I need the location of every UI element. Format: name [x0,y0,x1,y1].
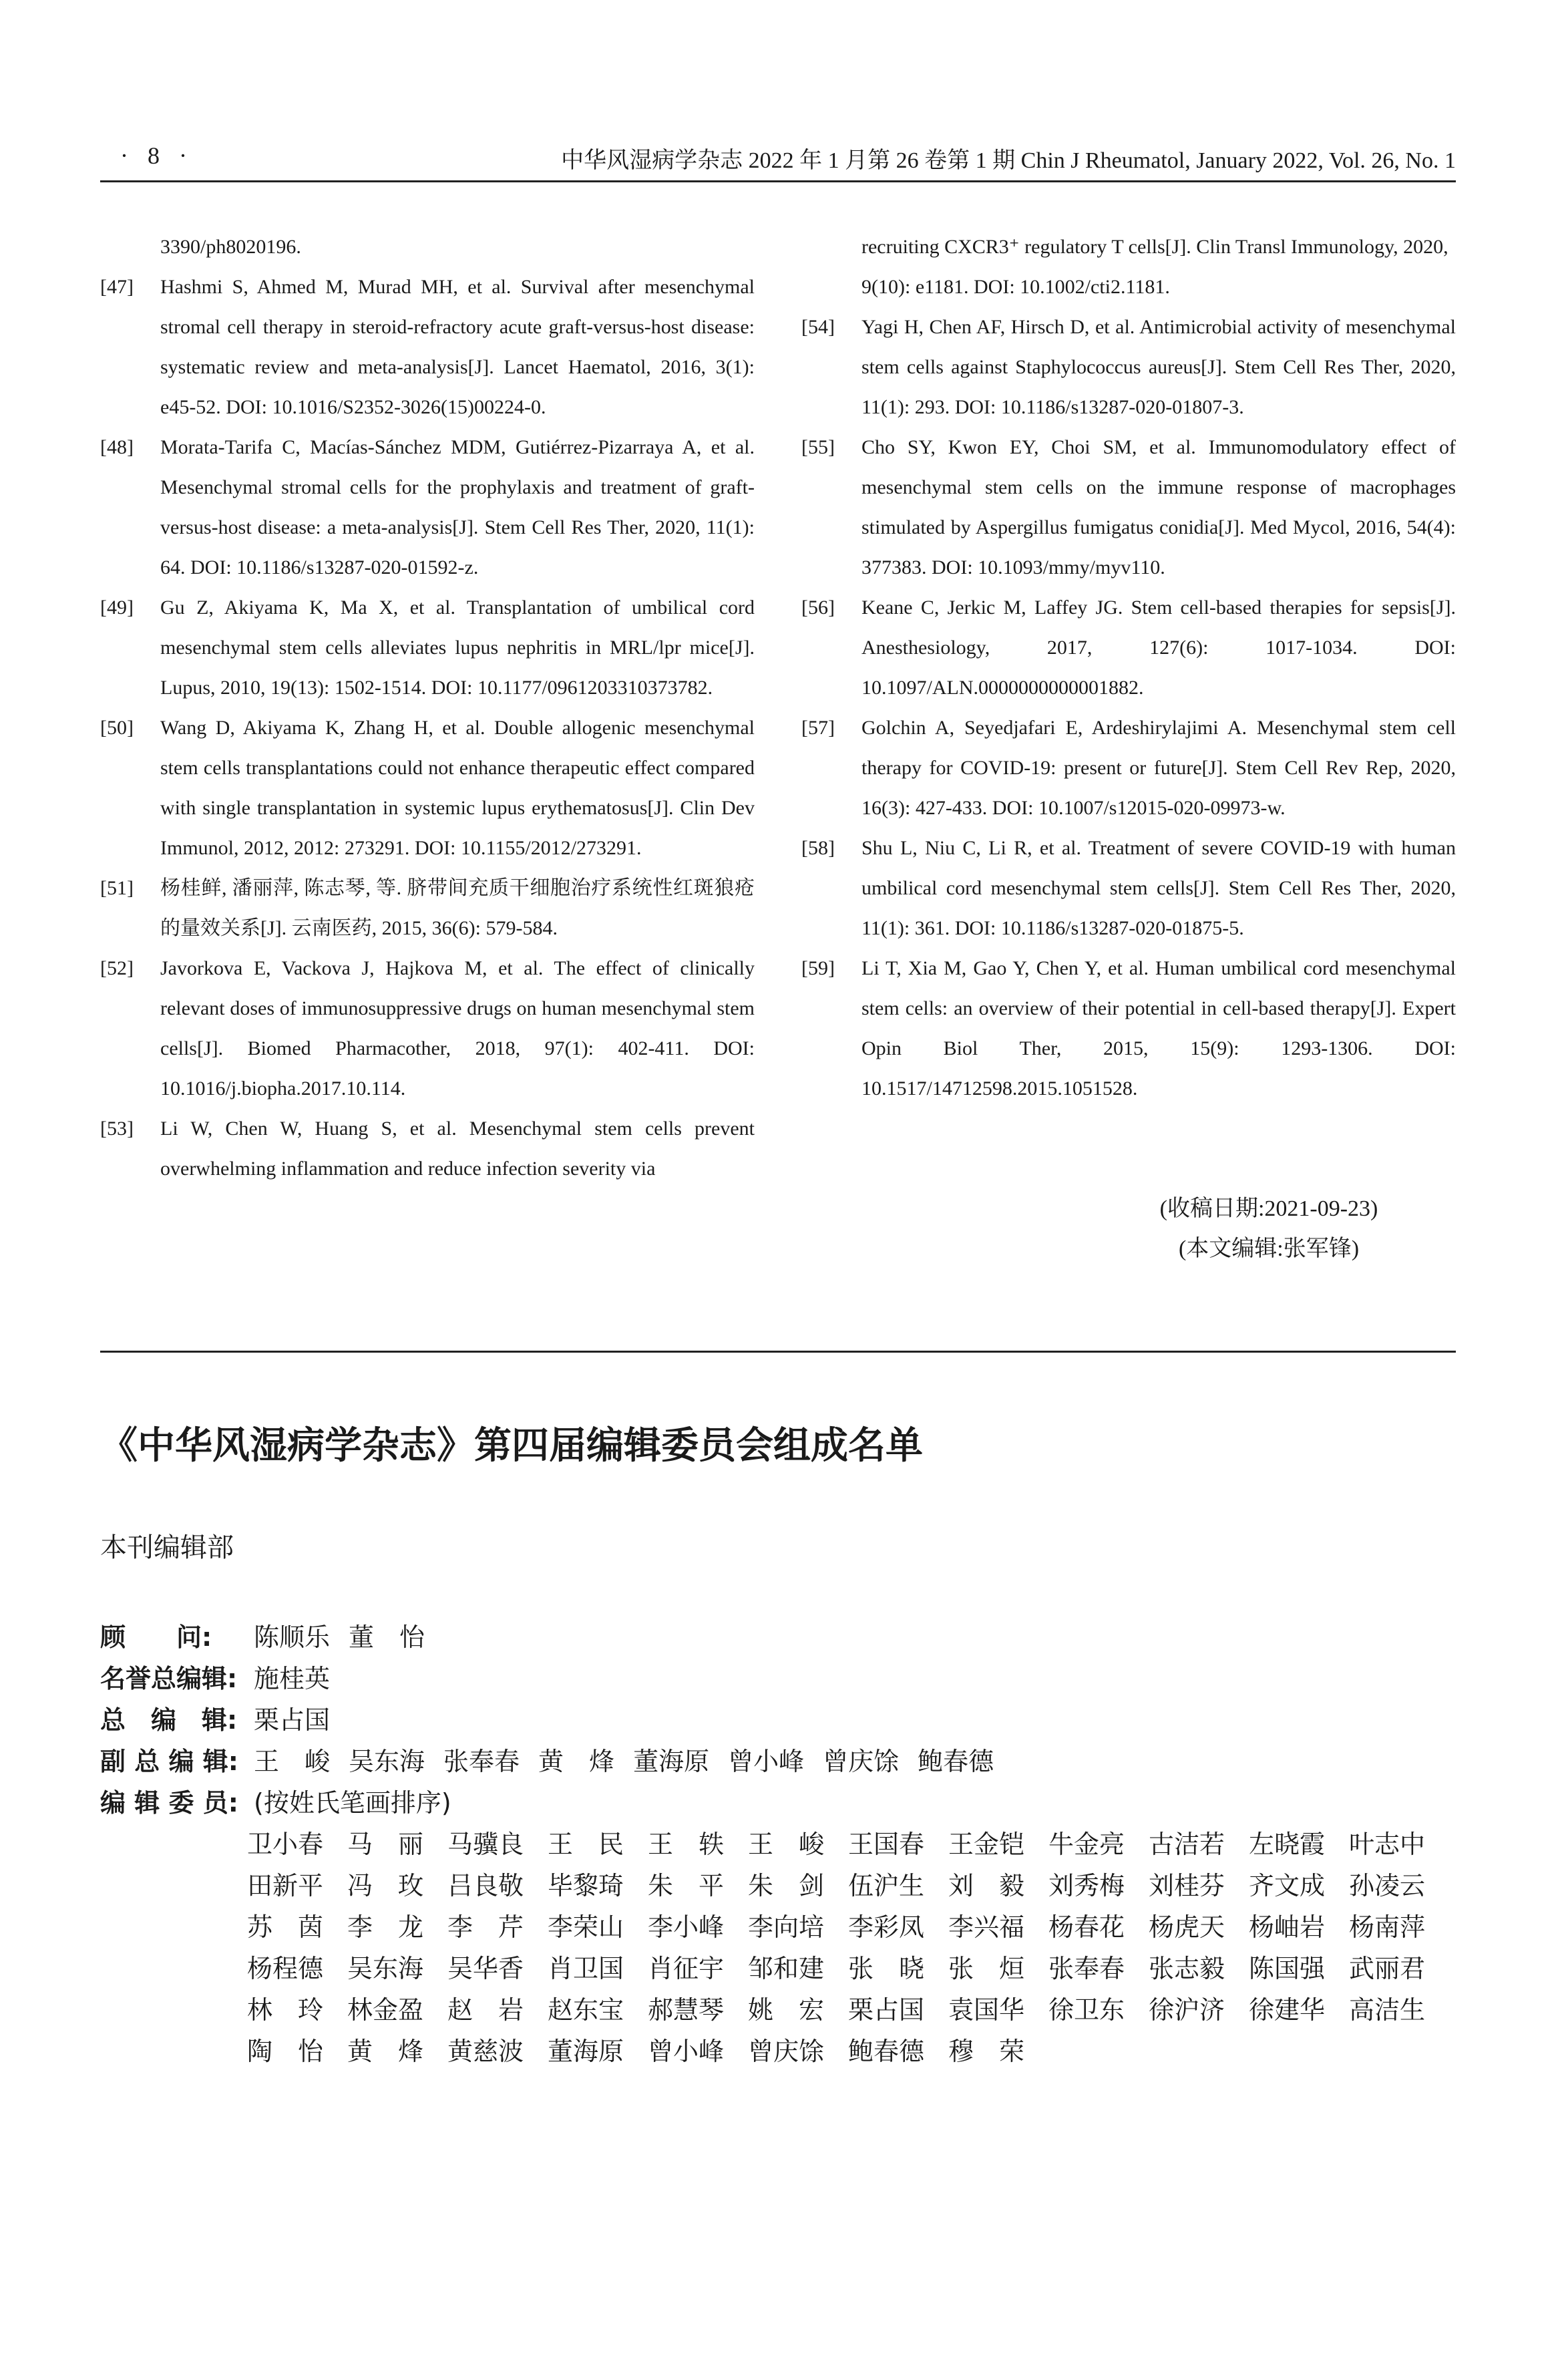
member-name: 赵 岩 [447,1995,524,2025]
member-name: 刘 毅 [948,1871,1025,1900]
notice-department: 本刊编辑部 [100,1532,234,1563]
reference-item [801,708,1456,828]
member-name: 曾庆馀 [748,2037,825,2066]
role-label: 编 辑 委 员: [100,1788,238,1818]
member-name: 马 丽 [347,1830,424,1859]
person-name: 施桂英 [254,1664,331,1693]
reference-item [100,708,755,868]
member-name: 李向培 [748,1912,825,1942]
person-name: (按姓氏笔画排序) [254,1788,451,1818]
role-row [100,1699,1469,1741]
role-row [100,1782,1469,1824]
reference-text: Golchin A, Seyedjafari E, Ardeshirylajimi A. Mesenchymal stem cell therapy for COVID-19: present or future[J]. Stem Cell Rev Rep, 2020, 16(3): 427-433. DOI: 10.1007/s12015-020-09973-w. [861,717,1456,819]
role-label: 总 编 辑: [100,1705,238,1735]
member-name: 孙凌云 [1349,1871,1426,1900]
member-name: 袁国华 [948,1995,1025,2025]
member-name: 杨春花 [1048,1912,1125,1942]
member-name: 王金铠 [948,1830,1025,1859]
member-name: 古洁若 [1149,1830,1225,1859]
member-name: 林 玲 [247,1995,324,2025]
member-grid [247,1824,1469,2072]
member-name: 穆 荣 [948,2037,1025,2066]
member-name: 姚 宏 [748,1995,825,2025]
member-name: 林金盈 [347,1995,424,2025]
reference-item [100,949,755,1109]
reference-list-left [100,267,755,1189]
reference-text: Wang D, Akiyama K, Zhang H, et al. Double allogenic mesenchymal stem cells transplantations could not enhance therapeutic effect compared with single transplantation in systemic lupus erythematosus[J]. Clin Dev Immunol, 2012, 2012: 273291. DOI: 10.1155/2012/273291. [160,717,755,859]
person-name: 曾小峰 [728,1747,805,1776]
member-name: 田新平 [247,1871,324,1900]
reference-text: Yagi H, Chen AF, Hirsch D, et al. Antimicrobial activity of mesenchymal stem cells against Staphylococcus aureus[J]. Stem Cell Res Ther, 2020, 11(1): 293. DOI: 10.1186/s13287-020-01807-3. [861,316,1456,418]
member-name: 刘桂芬 [1149,1871,1225,1900]
reference-number: [47] [100,276,134,298]
person-name: 张奉春 [443,1747,520,1776]
reference-number: [57] [801,717,835,739]
member-name: 王 峻 [748,1830,825,1859]
role-label: 名誉总编辑: [100,1664,238,1693]
member-name: 张奉春 [1048,1954,1125,1983]
reference-continuation: recruiting CXCR3⁺ regulatory T cells[J]. Clin Transl Immunology, 2020, 9(10): e1181. DOI: 10.1002/cti2.1181. [861,236,1448,298]
reference-text: 杨桂鲜, 潘丽萍, 陈志琴, 等. 脐带间充质干细胞治疗系统性红斑狼疮的量效关系[J]. 云南医药, 2015, 36(6): 579-584. [160,877,755,939]
member-name: 王 轶 [648,1830,725,1859]
reference-number: [51] [100,877,134,899]
reference-column-left [100,227,755,1189]
member-name: 齐文成 [1249,1871,1326,1900]
received-date: (收稿日期:2021-09-23) [1159,1196,1378,1221]
member-name: 徐沪济 [1149,1995,1225,2025]
role-names [254,1782,470,1824]
member-name: 杨南萍 [1349,1912,1426,1942]
member-name: 武丽君 [1349,1954,1426,1983]
member-name: 张 晓 [848,1954,925,1983]
member-name: 卫小春 [247,1830,324,1859]
reference-number: [58] [801,837,835,859]
member-name: 吴东海 [347,1954,424,1983]
role-list [100,1617,1469,1824]
reference-item [100,1109,755,1189]
person-name: 鲍春德 [918,1747,994,1776]
reference-number: [52] [100,957,134,979]
member-name: 鲍春德 [848,2037,925,2066]
reference-number: [54] [801,316,835,338]
member-name: 陈国强 [1249,1954,1326,1983]
role-names [254,1617,443,1658]
reference-number: [59] [801,957,835,979]
article-footer [801,1189,1456,1269]
member-name: 左晓霞 [1249,1830,1326,1859]
role-row [100,1617,1469,1658]
reference-number: [48] [100,436,134,458]
member-name: 伍沪生 [848,1871,925,1900]
reference-column-right [801,227,1456,1109]
reference-item [100,588,755,708]
member-name: 曾小峰 [648,2037,725,2066]
section-divider [100,1351,1456,1353]
page-number: · 8 · [120,142,194,169]
member-name: 黄慈波 [447,2037,524,2066]
reference-text: Shu L, Niu C, Li R, et al. Treatment of severe COVID-19 with human umbilical cord mesenchymal stem cells[J]. Stem Cell Res Ther, 2020, 11(1): 361. DOI: 10.1186/s13287-020-01875-5. [861,837,1456,939]
person-name: 王 峻 [254,1747,331,1776]
reference-item [801,828,1456,949]
role-row [100,1658,1469,1699]
editor-credit: (本文编辑:张军锋) [1178,1236,1360,1261]
reference-text: Li T, Xia M, Gao Y, Chen Y, et al. Human umbilical cord mesenchymal stem cells: an overview of their potential in cell-based therapy[J]. Expert Opin Biol Ther, 2015, 15(9): 1293-1306. DOI: 10.1517/14712598.2015.1051528. [861,957,1456,1099]
role-row [100,1741,1469,1782]
member-name: 杨岫岩 [1249,1912,1326,1942]
reference-number: [55] [801,436,835,458]
member-name: 杨虎天 [1149,1912,1225,1942]
role-label: 副 总 编 辑: [100,1747,238,1776]
member-name: 李 龙 [347,1912,424,1942]
member-name: 肖卫国 [548,1954,624,1983]
role-names [254,1741,1012,1782]
role-names [254,1658,349,1699]
person-name: 黄 烽 [538,1747,615,1776]
person-name: 董海原 [633,1747,710,1776]
journal-running-head: 中华风湿病学杂志 2022 年 1 月第 26 卷第 1 期 Chin J Rheumatol, January 2022, Vol. 26, No. 1 [561,148,1456,173]
member-name: 毕黎琦 [548,1871,624,1900]
member-name: 朱 剑 [748,1871,825,1900]
notice-title: 《中华风湿病学杂志》第四届编辑委员会组成名单 [100,1424,923,1468]
reference-text: Li W, Chen W, Huang S, et al. Mesenchymal stem cells prevent overwhelming inflammation and reduce infection severity via [160,1118,755,1180]
editorial-board-roster [100,1617,1469,2072]
member-name: 马骥良 [447,1830,524,1859]
reference-number: [53] [100,1118,134,1140]
reference-item [100,868,755,949]
member-name: 李兴福 [948,1912,1025,1942]
role-names [254,1699,349,1741]
reference-number: [56] [801,597,835,619]
reference-text: Gu Z, Akiyama K, Ma X, et al. Transplantation of umbilical cord mesenchymal stem cells alleviates lupus nephritis in MRL/lpr mice[J]. Lupus, 2010, 19(13): 1502-1514. DOI: 10.1177/0961203310373782. [160,597,755,699]
member-name: 李彩凤 [848,1912,925,1942]
member-name: 叶志中 [1349,1830,1426,1859]
member-name: 徐建华 [1249,1995,1326,2025]
reference-item [100,428,755,588]
member-name: 郝慧琴 [648,1995,725,2025]
member-name: 陶 怡 [247,2037,324,2066]
member-name: 吕良敬 [447,1871,524,1900]
member-name: 邹和建 [748,1954,825,1983]
reference-list-right [801,307,1456,1109]
member-name: 朱 平 [648,1871,725,1900]
member-name: 李小峰 [648,1912,725,1942]
member-name: 李 芹 [447,1912,524,1942]
role-label: 顾 问: [100,1623,212,1652]
member-name: 栗占国 [848,1995,925,2025]
person-name: 陈顺乐 [254,1623,331,1652]
reference-number: [50] [100,717,134,739]
member-name: 刘秀梅 [1048,1871,1125,1900]
member-name: 徐卫东 [1048,1995,1125,2025]
member-name: 王 民 [548,1830,624,1859]
member-name: 牛金亮 [1048,1830,1125,1859]
reference-text: Javorkova E, Vackova J, Hajkova M, et al. The effect of clinically relevant doses of immunosuppressive drugs on human mesenchymal stem cells[J]. Biomed Pharmacother, 2018, 97(1): 402-411. DOI: 10.1016/j.biopha.2017.10.114. [160,957,755,1099]
member-name: 王国春 [848,1830,925,1859]
reference-continuation: 3390/ph8020196. [160,236,301,258]
reference-item [801,949,1456,1109]
member-name: 肖征宇 [648,1954,725,1983]
reference-item [801,588,1456,708]
member-name: 董海原 [548,2037,624,2066]
reference-item [801,307,1456,428]
reference-text: Morata-Tarifa C, Macías-Sánchez MDM, Gutiérrez-Pizarraya A, et al. Mesenchymal stromal cells for the prophylaxis and treatment of graft-versus-host disease: a meta-analysis[J]. Stem Cell Res Ther, 2020, 11(1): 64. DOI: 10.1186/s13287-020-01592-z. [160,436,755,578]
reference-text: Cho SY, Kwon EY, Choi SM, et al. Immunomodulatory effect of mesenchymal stem cells on the immune response of macrophages stimulated by Aspergillus fumigatus conidia[J]. Med Mycol, 2016, 54(4): 377383. DOI: 10.1093/mmy/myv110. [861,436,1456,578]
person-name: 吴东海 [349,1747,425,1776]
reference-text: Keane C, Jerkic M, Laffey JG. Stem cell-based therapies for sepsis[J]. Anesthesiology, 2017, 127(6): 1017-1034. DOI: 10.1097/ALN.0000000000001882. [861,597,1456,699]
member-name: 张志毅 [1149,1954,1225,1983]
member-name: 李荣山 [548,1912,624,1942]
member-name: 黄 烽 [347,2037,424,2066]
reference-item [801,428,1456,588]
reference-text: Hashmi S, Ahmed M, Murad MH, et al. Survival after mesenchymal stromal cell therapy in steroid-refractory acute graft-versus-host disease: systematic review and meta-analysis[J]. Lancet Haematol, 2016, 3(1): e45-52. DOI: 10.1016/S2352-3026(15)00224-0. [160,276,755,418]
member-name: 赵东宝 [548,1995,624,2025]
reference-item [100,267,755,428]
page-header [100,134,1456,182]
member-name: 高洁生 [1349,1995,1426,2025]
person-name: 栗占国 [254,1705,331,1735]
member-name: 冯 玫 [347,1871,424,1900]
reference-number: [49] [100,597,134,619]
member-name: 吴华香 [447,1954,524,1983]
person-name: 董 怡 [349,1623,425,1652]
member-name: 苏 茵 [247,1912,324,1942]
member-name: 杨程德 [247,1954,324,1983]
member-name: 张 烜 [948,1954,1025,1983]
person-name: 曾庆馀 [823,1747,900,1776]
